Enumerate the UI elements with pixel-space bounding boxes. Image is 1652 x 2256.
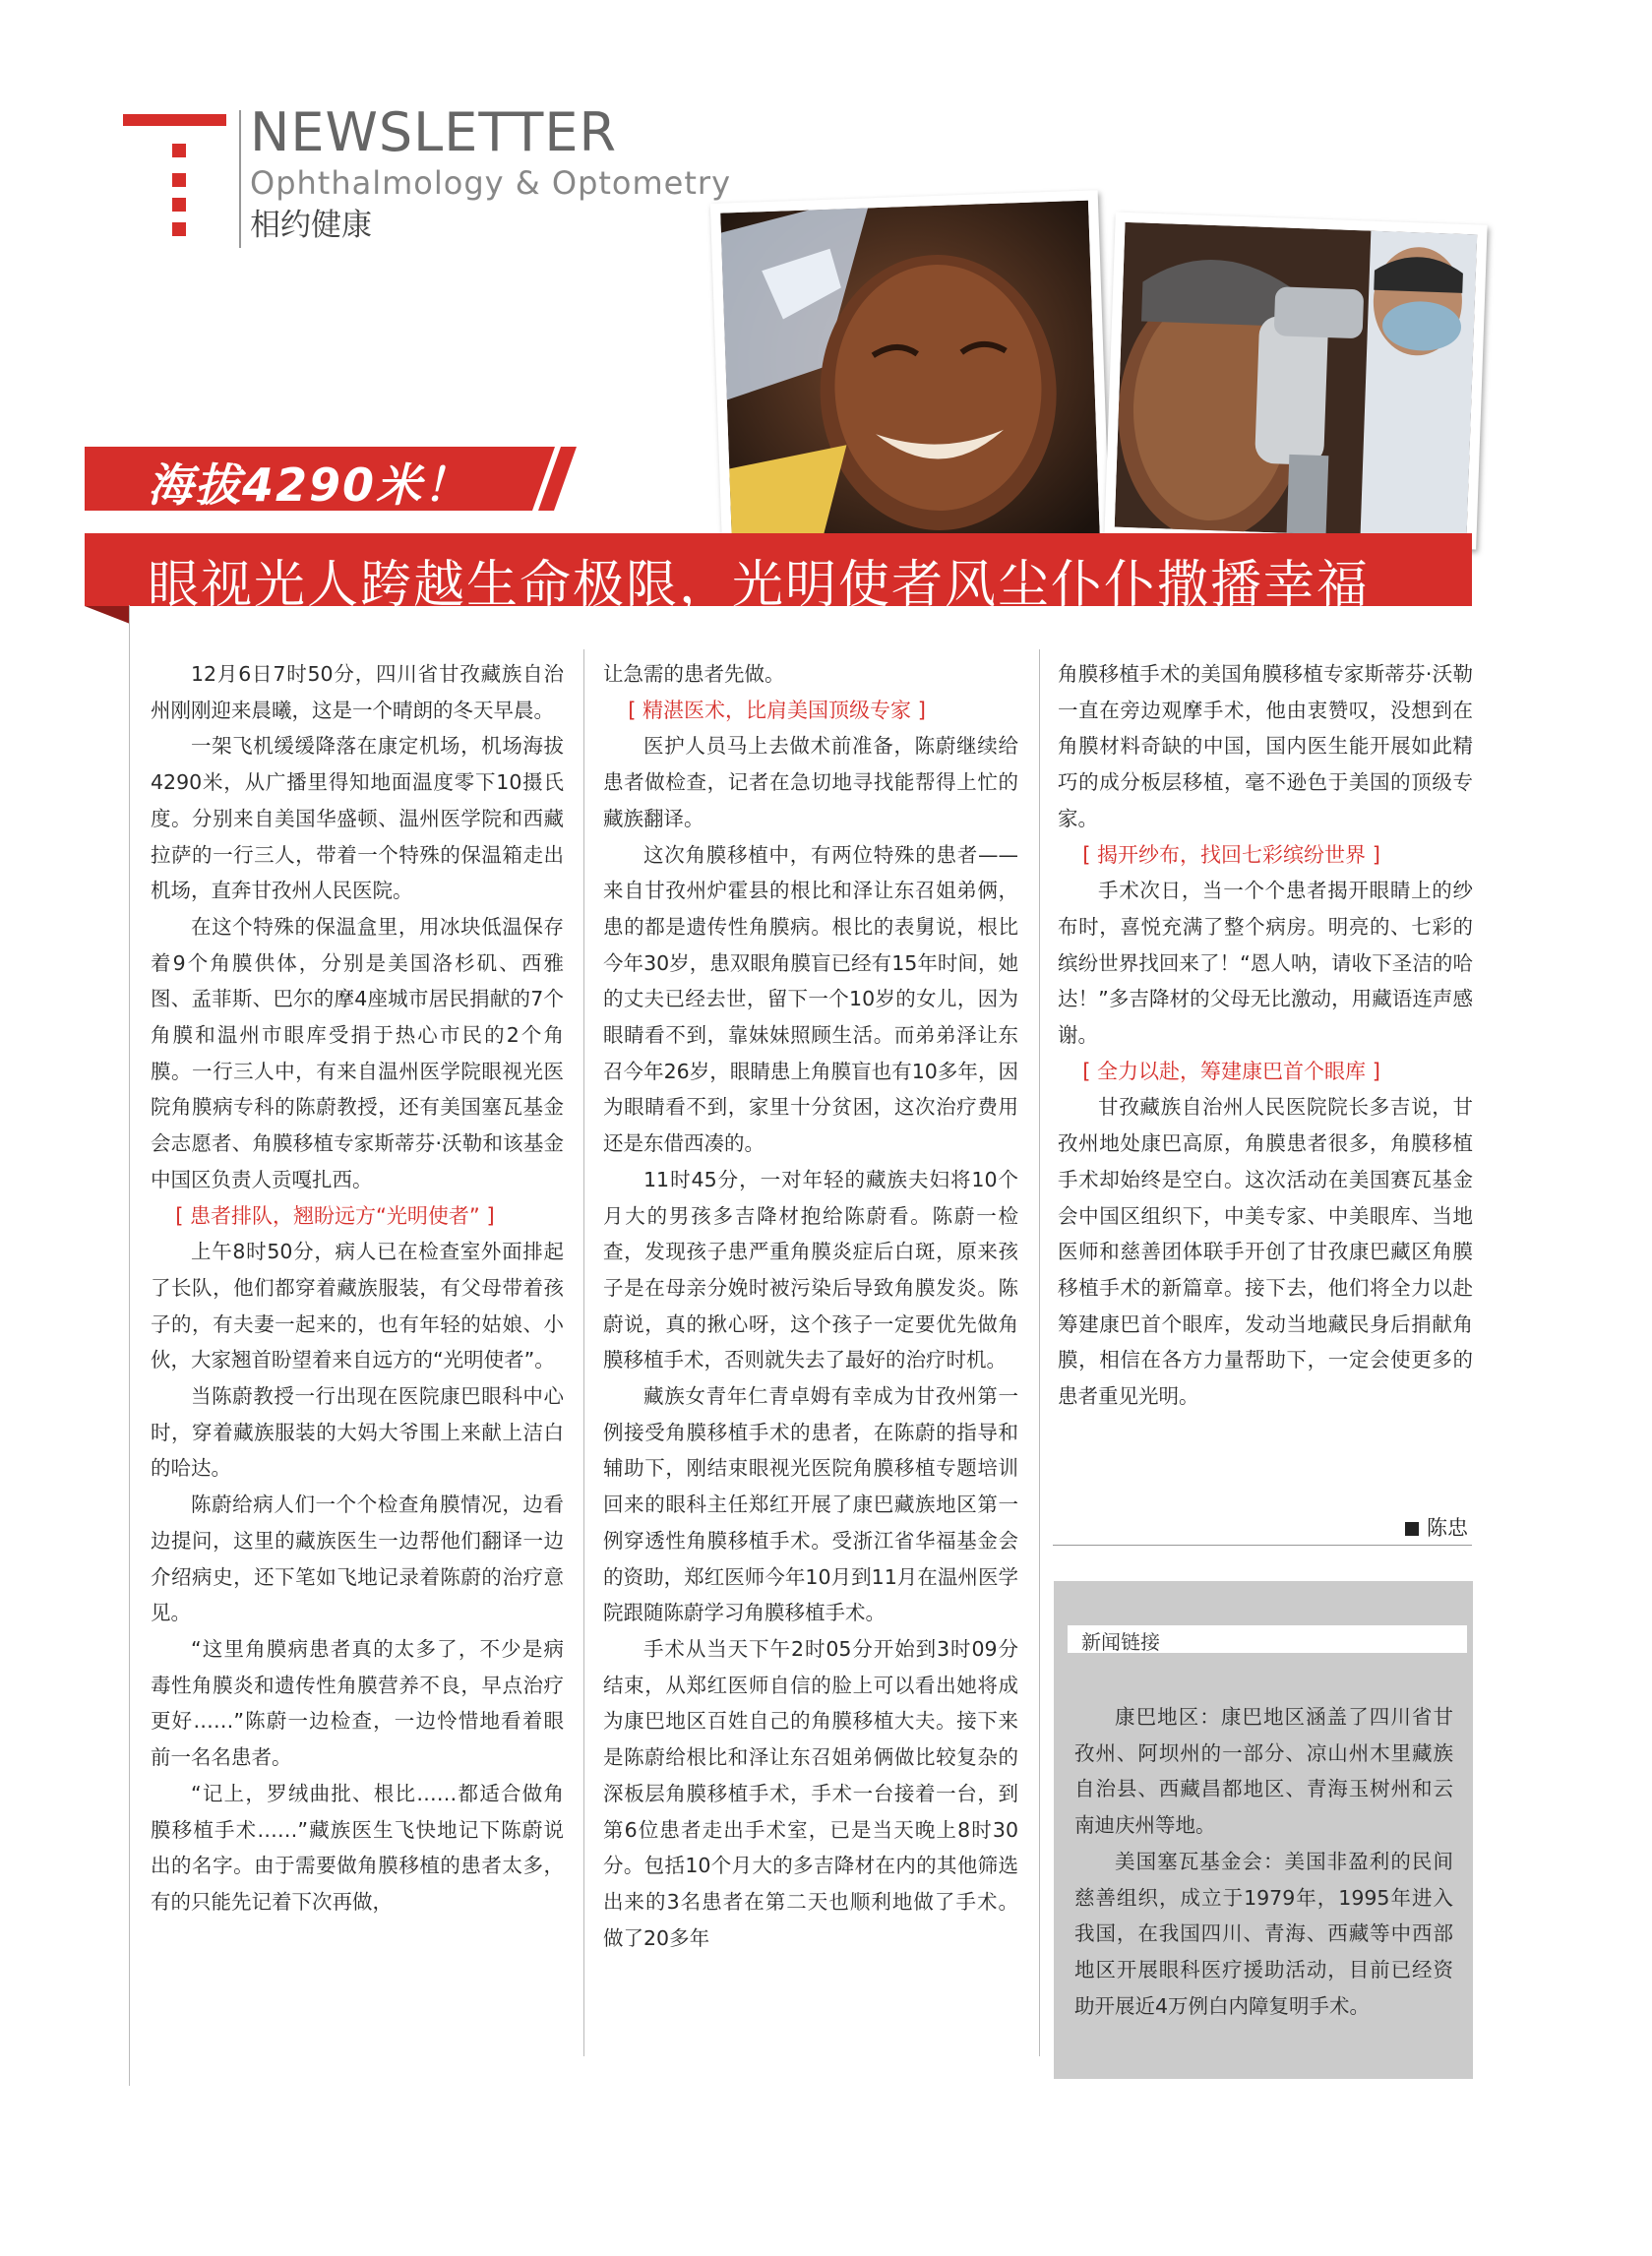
paragraph: 陈蔚给病人们一个个检查角膜情况，边看边提问，这里的藏族医生一边帮他们翻译一边介绍病史，还下笔如飞地记录着陈蔚的治疗意见。 (151, 1493, 564, 1625)
sidebar-body (1074, 1699, 1453, 2024)
paragraph: 一架飞机缓缓降落在康定机场，机场海拔4290米，从广播里得知地面温度零下10摄氏度。分别来自美国华盛顿、温州医学院和西藏拉萨的一行三人，带着一个特殊的保温箱走出机场，直奔甘孜州人民医院。 (151, 734, 564, 903)
paragraph: 甘孜藏族自治州人民医院院长多吉说，甘孜州地处康巴高原，角膜患者很多，角膜移植手术却始终是空白。这次活动在美国赛瓦基金会中国区组织下，中美专家、中美眼库、当地医师和慈善团体联手开创了甘孜康巴藏区角膜移植手术的新篇章。接下去，他们将全力以赴筹建康巴首个眼库，发动当地藏民身后捐献角膜，相信在各方力量帮助下，一定会使更多的患者重见光明。 (1058, 1095, 1473, 1409)
paragraph: “记上，罗绒曲批、根比……都适合做角膜移植手术……”藏族医生飞快地记下陈蔚说出的名字。由于需要做角膜移植的患者太多，有的只能先记着下次再做， (151, 1781, 564, 1914)
newsletter-subtitle: Ophthalmology & Optometry (250, 164, 731, 202)
paragraph: 手术次日，当一个个患者揭开眼睛上的纱布时，喜悦充满了整个病房。明亮的、七彩的缤纷世界找回来了！“恩人呐，请收下圣洁的哈达！”多吉降材的父母无比激动，用藏语连声感谢。 (1058, 879, 1473, 1048)
newsletter-title: NEWSLETTER (250, 101, 618, 163)
newsletter-cn-title: 相约健康 (250, 208, 372, 243)
author-name: 陈忠 (1427, 1516, 1468, 1540)
paragraph: 藏族女青年仁青卓姆有幸成为甘孜州第一例接受角膜移植手术的患者，在陈蔚的指导和辅助下，刚结束眼视光医院角膜移植专题培训回来的眼科主任郑红开展了康巴藏族地区第一例穿透性角膜移植手术。受浙江省华福基金会的资助，郑红医师今年10月到11月在温州医学院跟随陈蔚学习角膜移植手术。 (603, 1384, 1018, 1625)
paragraph: 当陈蔚教授一行出现在医院康巴眼科中心时，穿着藏族服装的大妈大爷围上来献上洁白的哈达。 (151, 1384, 564, 1481)
newsletter-logo-mark (123, 114, 226, 242)
paragraph: 手术从当天下午2时05分开始到3时09分结束，从郑红医师自信的脸上可以看出她将成为康巴地区百姓自己的角膜移植大夫。接下来是陈蔚给根比和泽让东召姐弟俩做比较复杂的深板层角膜移植手术，手术一台接着一台，到第6位患者走出手术室，已是当天晚上8时30分。包括10个月大的多吉降材在内的其他筛选出来的3名患者在第二天也顺利地做了手术。做了20多年 (603, 1636, 1018, 1950)
paragraph: 12月6日7时50分，四川省甘孜藏族自治州刚刚迎来晨曦，这是一个晴朗的冬天早晨。 (151, 662, 564, 722)
photo-eye-examination (1104, 213, 1487, 550)
sidebar-title-bar (1068, 1625, 1467, 1653)
article-column-1 (151, 656, 564, 1921)
sidebar-title: 新闻链接 (1081, 1630, 1160, 1654)
paragraph: 角膜移植手术的美国角膜移植专家斯蒂芬·沃勒一直在旁边观摩手术，他由衷赞叹，没想到在角膜材料奇缺的中国，国内医生能开展如此精巧的成分板层移植，毫不逊色于美国的顶级专家。 (1058, 662, 1473, 830)
photo-patient-smiling (710, 190, 1110, 560)
paragraph: 在这个特殊的保温盒里，用冰块低温保存着9个角膜供体，分别是美国洛杉矶、西雅图、孟菲斯、巴尔的摩4座城市居民捐献的7个角膜和温州市眼库受捐于热心市民的2个角膜。一行三人中，有来自温州医学院眼视光医院角膜病专科的陈蔚教授，还有美国塞瓦基金会志愿者、角膜移植专家斯蒂芬·沃勒和该基金中国区负责人贡嘎扎西。 (151, 914, 564, 1191)
author-byline (1405, 1512, 1468, 1542)
left-margin-rule (129, 605, 130, 2086)
header-divider (239, 110, 241, 248)
byline-rule (1053, 1545, 1472, 1546)
article-column-3 (1058, 656, 1473, 1415)
section-heading: [ 揭开纱布，找回七彩缤纷世界 ] (1082, 842, 1380, 867)
column-rule-2 (1039, 649, 1040, 2056)
paragraph: 上午8时50分，病人已在检查室外面排起了长队，他们都穿着藏族服装，有父母带着孩子的，有夫妻一起来的，也有年轻的姑娘、小伙，大家翘首盼望着来自远方的“光明使者”。 (151, 1240, 564, 1372)
paragraph: 医护人员马上去做术前准备，陈蔚继续给患者做检查，记者在急切地寻找能帮得上忙的藏族翻译。 (603, 734, 1018, 830)
section-heading: [ 精湛医术，比肩美国顶级专家 ] (628, 698, 926, 722)
paragraph: “这里角膜病患者真的太多了，不少是病毒性角膜炎和遗传性角膜营养不良，早点治疗更好……”陈蔚一边检查，一边怜惜地看着眼前一名名患者。 (151, 1636, 564, 1770)
article-column-2 (603, 656, 1018, 1956)
main-headline: 眼视光人跨越生命极限，光明使者风尘仆仆撒播幸福 (148, 556, 1371, 615)
paragraph: 让急需的患者先做。 (603, 662, 785, 686)
section-heading: [ 全力以赴，筹建康巴首个眼库 ] (1082, 1059, 1380, 1083)
paragraph: 11时45分，一对年轻的藏族夫妇将10个月大的男孩多吉降材抱给陈蔚看。陈蔚一检查，发现孩子患严重角膜炎症后白斑，原来孩子是在母亲分娩时被污染后导致角膜发炎。陈蔚说，真的揪心呀，这个孩子一定要优先做角膜移植手术，否则就失去了最好的治疗时机。 (603, 1167, 1018, 1372)
byline-square-icon (1405, 1522, 1419, 1536)
section-heading: [ 患者排队，翘盼远方“光明使者” ] (175, 1203, 495, 1228)
paragraph: 美国塞瓦基金会：美国非盈利的民间慈善组织，成立于1979年，1995年进入我国，在我国四川、青海、西藏等中西部地区开展眼科医疗援助活动，目前已经资助开展近4万例白内障复明手术。 (1074, 1849, 1453, 2018)
paragraph: 这次角膜移植中，有两位特殊的患者——来自甘孜州炉霍县的根比和泽让东召姐弟俩，患的都是遗传性角膜病。根比的表舅说，根比今年30岁，患双眼角膜盲已经有15年时间，她的丈夫已经去世，留下一个10岁的女儿，因为眼睛看不到，靠妹妹照顾生活。而弟弟泽让东召今年26岁，眼睛患上角膜盲也有10多年，因为眼睛看不到，家里十分贫困，这次治疗费用还是东借西凑的。 (603, 842, 1018, 1156)
column-rule-1 (583, 649, 584, 2056)
paragraph: 康巴地区：康巴地区涵盖了四川省甘孜州、阿坝州的一部分、凉山州木里藏族自治县、西藏昌都地区、青海玉树州和云南迪庆州等地。 (1074, 1705, 1453, 1838)
kicker-headline: 海拔4290米！ (148, 458, 471, 512)
